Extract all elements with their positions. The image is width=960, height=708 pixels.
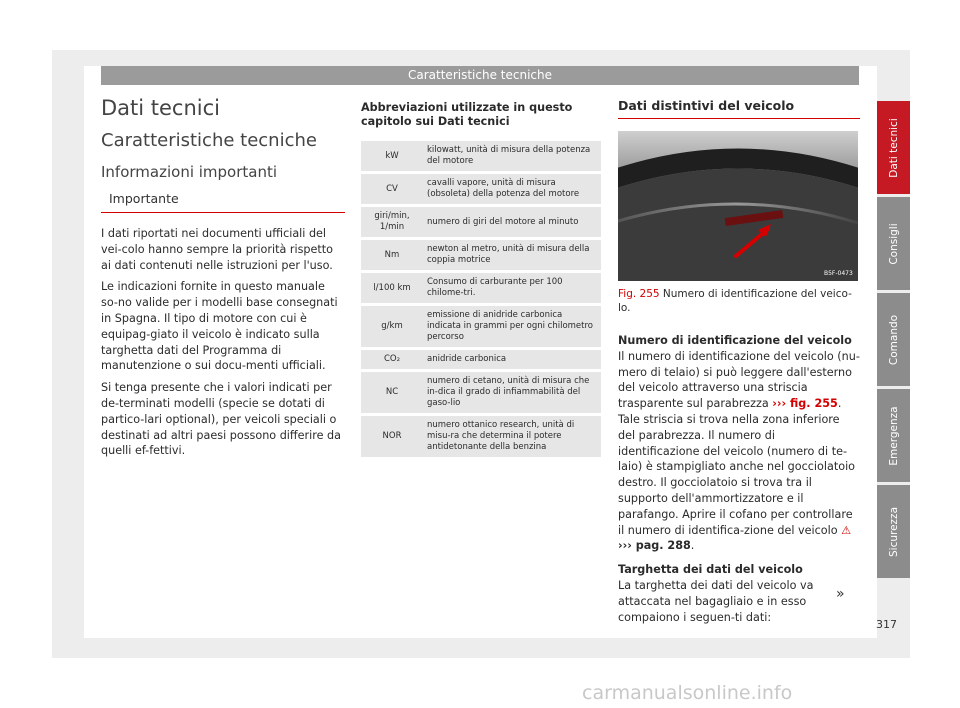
figure-caption [618,287,860,315]
table-cell-key: NC [361,372,423,413]
table-row [361,372,601,413]
text-run: Il numero di identificazione del veicolo (nu-mero di telaio) si può leggere dall'esterno del veicolo attraverso una striscia trasparente sul parabrezza [618,349,860,411]
paragraph: Le indicazioni fornite in questo manuale so-no valide per i modelli base consegnati in Spagna. Il tipo di motore con cui è equipag-giato il veicolo è indicato sulla targhetta dati del Programma di manutenzione o sui docu-menti ufficiali. [101,280,338,373]
tab-label: Consigli [887,222,900,265]
title-informazioni: Informazioni importanti [101,163,278,181]
text-run: . Tale striscia si trova nella zona inferiore del parabrezza. Il numero di identificazione del veicolo (numero di te-laio) è stampigliato anche nel gocciolatoio destro. Il gocciolatoio si trova tra il supporto dell'ammortizzatore e il parafango. Aprire il cofano per controllare il numero di identifica-zione del veicolo [618,397,856,537]
column-left [101,96,345,465]
tab-label: Dati tecnici [887,117,900,178]
table-cell-key: CO₂ [361,350,423,369]
warning-icon: ⚠ [841,523,852,537]
table-cell-key: giri/min, 1/min [361,207,423,237]
tab-comando[interactable] [877,293,910,386]
table-cell-key: NOR [361,416,423,457]
table-cell-key: g/km [361,306,423,347]
tab-label: Emergenza [887,405,900,466]
tab-emergenza[interactable] [877,389,910,482]
chapter-tabs [877,101,910,581]
paragraph: I dati riportati nei documenti ufficiali del vei-colo hanno sempre la priorità rispetto ai dati contenuti nelle istruzioni per l'uso. [101,227,334,272]
figure-label: Fig. 255 [618,288,660,300]
table-cell-value: numero ottanico research, unità di misu-ra che determina il potere antidetonante della benzina [423,416,601,457]
table-cell-key: l/100 km [361,273,423,303]
tab-label: Sicurezza [887,506,900,557]
watermark: carmanualsonline.info [582,682,793,704]
subheading: Targhetta dei dati del veicolo [618,563,803,577]
figure-link[interactable]: ››› fig. 255 [772,397,838,411]
column-right [618,98,860,625]
windshield-illustration [618,131,858,281]
tab-label: Comando [887,314,900,365]
table-cell-value: newton al metro, unità di misura della coppia motrice [423,240,601,270]
figure-code: B5F-0473 [824,270,853,277]
table-row [361,141,601,171]
table-cell-value: cavalli vapore, unità di misura (obsoleta) della potenza del motore [423,174,601,204]
table-cell-value: emissione di anidride carbonica indicata in grammi per ogni chilometro percorso [423,306,601,347]
table-cell-key: CV [361,174,423,204]
table-row [361,306,601,347]
table-cell-value: anidride carbonica [423,350,601,369]
windshield-figure [618,131,858,281]
paragraph: Si tenga presente che i valori indicati per de-terminati modelli (specie se dotati di partico-lari optional), per veicoli speciali o destinati ad altri paesi possono differire da quelli ef-fettivi. [101,381,341,458]
table-row [361,273,601,303]
table-cell-value: Consumo di carburante per 100 chilome-tri. [423,273,601,303]
table-cell-key: Nm [361,240,423,270]
chapter-header: Caratteristiche tecniche [101,66,859,85]
figure-caption-text: Numero di identificazione del veico-lo. [618,288,852,314]
abbreviations-table [361,138,601,460]
table-cell-value: numero di cetano, unità di misura che in-dica il grado di infiammabilità del gaso-lio [423,372,601,413]
column-middle [361,101,601,460]
tab-consigli[interactable] [877,197,910,290]
title-dati-tecnici: Dati tecnici [101,96,221,120]
paragraph [618,349,860,554]
table-cell-value: numero di giri del motore al minuto [423,207,601,237]
table-row [361,350,601,369]
table-row [361,207,601,237]
tab-sicurezza[interactable] [877,485,910,578]
table-row [361,416,601,457]
title-importante: Importante [101,191,345,213]
title-caratteristiche: Caratteristiche tecniche [101,130,317,151]
table-row [361,174,601,204]
paragraph: La targhetta dei dati del veicolo va attaccata nel bagagliaio e in esso compaiono i seguen-ti dati: [618,578,814,624]
page-link[interactable]: ››› pag. 288 [618,539,691,553]
abbreviations-title: Abbreviazioni utilizzate in questo capitolo sui Dati tecnici [361,101,573,128]
table-row [361,240,601,270]
table-cell-value: kilowatt, unità di misura della potenza del motore [423,141,601,171]
section-title: Dati distintivi del veicolo [618,98,860,119]
page-number: 317 [876,618,897,631]
table-cell-key: kW [361,141,423,171]
continue-marker: » [836,586,845,602]
tab-dati-tecnici[interactable] [877,101,910,194]
subheading: Numero di identificazione del veicolo [618,334,852,347]
text-run: . [690,539,695,553]
